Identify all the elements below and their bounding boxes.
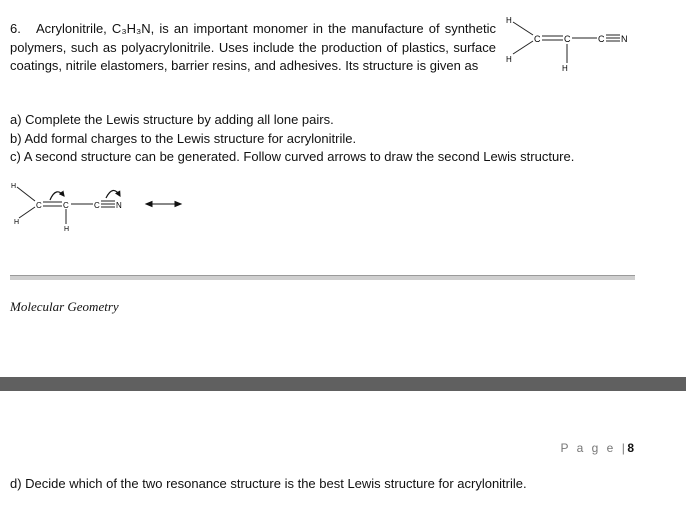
question-parts (10, 111, 574, 167)
part-d: d) Decide which of the two resonance structure is the best Lewis structure for acrylonitrile. (10, 476, 527, 491)
section-title: Molecular Geometry (10, 299, 119, 314)
bond-h2-c1 (19, 207, 35, 218)
question-number: 6. (10, 21, 21, 36)
resonance-arrow (146, 202, 181, 207)
atom-h2: H (506, 55, 512, 64)
page-number: 8 (627, 441, 634, 455)
atom-h3: H (562, 64, 568, 73)
page-label-text: P a g e (560, 441, 616, 455)
atom-c2: C (564, 34, 571, 44)
atom-c3: C (598, 34, 605, 44)
resonance-structure (6, 176, 196, 236)
part-a: a) Complete the Lewis structure by adding all lone pairs. (10, 112, 334, 127)
acrylonitrile-structure-top (502, 10, 642, 78)
curved-arrow-pi-bond (50, 192, 64, 200)
atom-c1: C (534, 34, 541, 44)
atom-c2: C (63, 201, 69, 210)
bond-h2-c1 (513, 41, 533, 54)
curved-arrow-triple-bond (106, 190, 120, 198)
question-intro-text: Acrylonitrile, C₃H₃N, is an important monomer in the manufacture of synthetic polymers, such as polyacrylonitrile. Uses include the production of plastics, surface coatings, nitrile elastomers, barrier resins, and adhesives. Its structure is given as (10, 21, 496, 73)
bond-h1-c1 (17, 187, 35, 201)
section-divider (10, 275, 635, 280)
page-separator: | (621, 441, 628, 455)
part-c: c) A second structure can be generated. Follow curved arrows to draw the second Lewis structure. (10, 149, 575, 164)
bond-h1-c1 (513, 22, 533, 35)
part-b: b) Add formal charges to the Lewis structure for acrylonitrile. (10, 130, 357, 146)
page-footer (561, 441, 634, 455)
atom-c3: C (94, 201, 100, 210)
page-break-bar (0, 377, 686, 391)
atom-h3: H (64, 226, 70, 233)
atom-c1: C (36, 201, 42, 210)
question-intro (10, 20, 496, 76)
atom-n: N (621, 34, 628, 44)
atom-h2: H (14, 219, 20, 226)
atom-n: N (116, 201, 122, 210)
atom-h1: H (506, 16, 512, 25)
atom-h1: H (11, 183, 17, 190)
